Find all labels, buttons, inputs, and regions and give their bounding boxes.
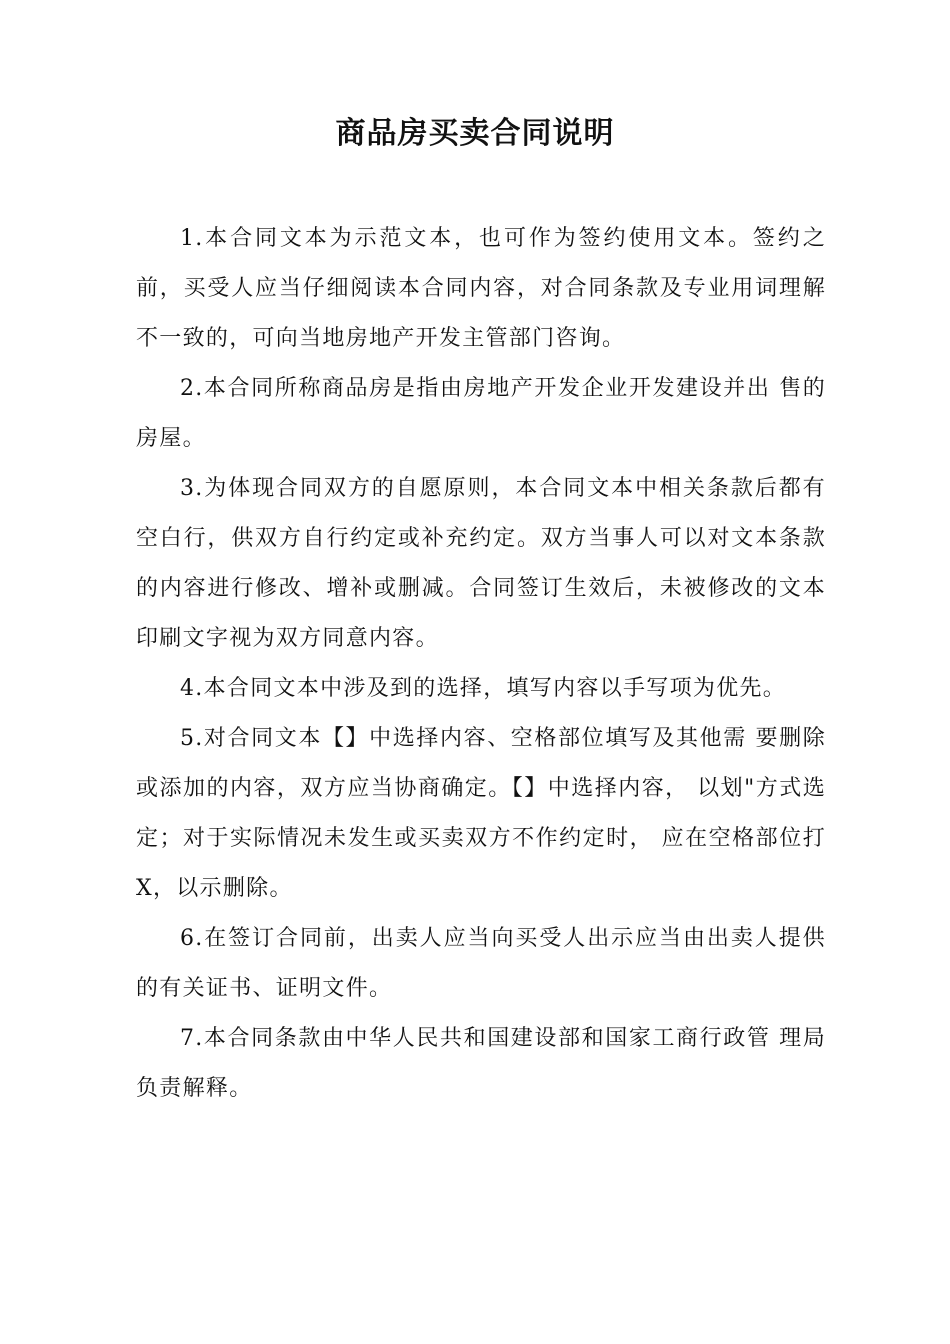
paragraph-4: 4.本合同文本中涉及到的选择，填写内容以手写项为优先。 — [180, 676, 787, 701]
paragraph-7: 7.本合同条款由中华人民共和国建设部和国家工商行政管 理局负责解释。 — [136, 1026, 826, 1101]
document-title: 商品房买卖合同说明 — [335, 116, 615, 151]
paragraph-6: 6.在签订合同前，出卖人应当向买受人出示应当由出卖人提供的有关证书、证明文件。 — [136, 926, 826, 1001]
paragraph-1: 1.本合同文本为示范文本，也可作为签约使用文本。签约之前，买受人应当仔细阅读本合同内容，对合同条款及专业用词理解不一致的，可向当地房地产开发主管部门咨询。 — [136, 226, 826, 351]
paragraph-2: 2.本合同所称商品房是指由房地产开发企业开发建设并出 售的房屋。 — [136, 376, 826, 451]
document-body — [136, 214, 826, 1114]
paragraph-5: 5.对合同文本【】中选择内容、空格部位填写及其他需 要删除或添加的内容，双方应当协商确定。【】中选择内容， 以划"方式选定；对于实际情况未发生或买卖双方不作约定时， 应在空格部位打X，以示删除。 — [136, 726, 826, 901]
paragraph-3: 3.为体现合同双方的自愿原则，本合同文本中相关条款后都有空白行，供双方自行约定或补充约定。双方当事人可以对文本条款的内容进行修改、增补或删减。合同签订生效后，未被修改的文本印刷文字视为双方同意内容。 — [136, 476, 826, 651]
